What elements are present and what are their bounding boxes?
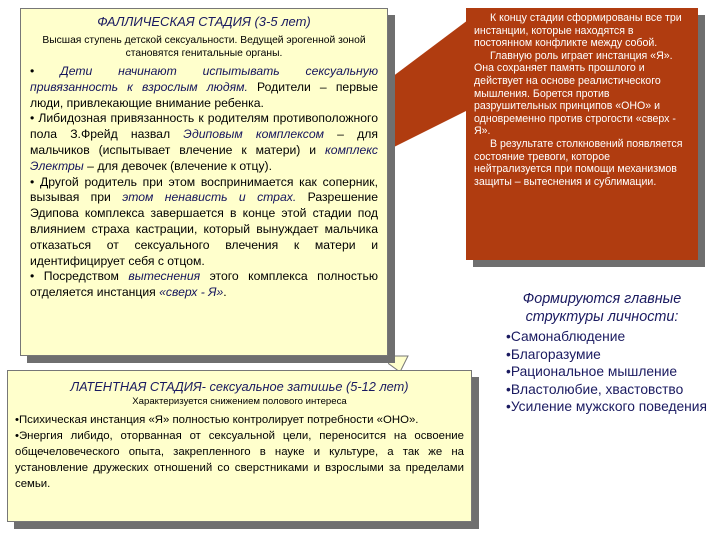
- callout-paragraph-1: К концу стадии сформированы все три инстанции, которые находятся в постоянном конфликте между собой.: [474, 12, 682, 50]
- instances-callout-box: [466, 8, 698, 260]
- latent-paragraph-1: •Психическая инстанция «Я» полностью контролирует потребности «ОНО».: [15, 414, 419, 426]
- bullet-1-italic: Дети начинают испытывать сексуальную привязанность к взрослым людям.: [30, 64, 378, 94]
- bullet-4-text-c: .: [223, 285, 227, 300]
- bullet-1-text: Родители – первые люди, привлекающие внимание ребенка.: [30, 79, 378, 110]
- latent-paragraph-2: •Энергия либидо, оторванная от сексуальной цели, переносится на освоение общечеловеческого опыта, закрепленного в науке и культуре, а так же на установление дружеских отношений со сверстниками и взрослыми за пределами семьи.: [15, 430, 464, 490]
- personality-structures: [496, 290, 708, 416]
- phallic-stage-subtitle: Высшая ступень детской сексуальности. Ведущей эрогенной зоной становятся генитальные органы.: [42, 35, 366, 59]
- list-item: •Рациональное мышление: [506, 364, 678, 380]
- bullet-3-text-a: Другой родитель при этом воспринимается как соперник, вызывая при: [30, 174, 378, 205]
- callout-connector: [388, 0, 468, 380]
- bullet-2-text-a: Либидозная привязанность к родителям противоположного пола З.Фрейд назвал: [30, 111, 379, 142]
- latent-stage-title: ЛАТЕНТНАЯ СТАДИЯ- сексуальное затишье (5-12 лет): [70, 379, 409, 394]
- bullet-2-text-b: – для мальчиков (испытывает влечение к матери) и: [30, 127, 378, 157]
- personality-structures-list: [506, 328, 708, 416]
- list-item: •Властолюбие, хвастовство: [506, 381, 684, 397]
- latent-stage-subtitle: Характеризуется снижением полового интереса: [132, 396, 347, 407]
- bullet-2-text-c: – для девочек (влечение к отцу).: [83, 158, 273, 173]
- list-item: •Благоразумие: [506, 346, 601, 362]
- superego-term: «сверх - Я»: [159, 285, 224, 300]
- phallic-stage-title: ФАЛЛИЧЕСКАЯ СТАДИЯ (3-5 лет): [97, 14, 311, 29]
- list-item: •Самонаблюдение: [506, 329, 626, 344]
- bullet-item: • Посредством вытеснения этого комплекса полностью отделяется инстанция «сверх - Я».: [30, 269, 378, 300]
- latent-stage-box: [7, 370, 472, 522]
- latent-stage-text: [15, 412, 464, 492]
- callout-paragraph-2: Главную роль играет инстанция «Я». Она сохраняет память прошлого и действует на основе реалистического мышления. Борется против разрушительных принципов «ОНО» и одновременно против строгости «сверх - Я».: [474, 49, 676, 138]
- bullet-item: • Либидозная привязанность к родителям противоположного пола З.Фрейд назвал Эдиповым комплексом – для мальчиков (испытывает влечение к матери) и комплекс Электры – для девочек (влечение к отцу).: [30, 111, 379, 173]
- callout-paragraph-3: В результате столкновений появляется состояние тревоги, которое нейтрализуется при помощи механизмов защиты – вытеснения и сублимации.: [474, 137, 683, 188]
- bullet-item: • Дети начинают испытывать сексуальную привязанность к взрослым людям. Родители – первые люди, привлекающие внимание ребенка.: [30, 64, 378, 110]
- phallic-stage-bullets: [30, 64, 378, 301]
- phallic-stage-box: [20, 8, 388, 356]
- electra-complex-term: комплекс Электры: [30, 142, 378, 173]
- callout-pointer-top: [388, 20, 468, 150]
- personality-structures-heading: Формируются главные структуры личности:: [522, 291, 682, 325]
- bullet-4-text-b: этого комплекса полностью отделяется инстанция: [30, 269, 378, 300]
- bullet-4-text-a: Посредством: [43, 269, 129, 284]
- bullet-3-text-b: Разрешение Эдипова комплекса завершается в конце этой стадии под влиянием страха кастрации, который вынуждает мальчика отказаться от сексуального влечения к матери и идентифицирует себя с отцом.: [30, 190, 378, 268]
- bullet-3-italic: этом ненависть и страх.: [122, 190, 297, 205]
- list-item: •Усиление мужского поведения: [506, 399, 707, 415]
- bullet-item: • Другой родитель при этом воспринимается как соперник, вызывая при этом ненависть и страх. Разрешение Эдипова комплекса завершается в конце этой стадии под влиянием страха кастрации, который вынуждает мальчика отказаться от сексуального влечения к матери и идентифицирует себя с отцом.: [30, 174, 378, 268]
- repression-term: вытеснения: [128, 269, 201, 284]
- oedipus-complex-term: Эдиповым комплексом: [183, 127, 324, 142]
